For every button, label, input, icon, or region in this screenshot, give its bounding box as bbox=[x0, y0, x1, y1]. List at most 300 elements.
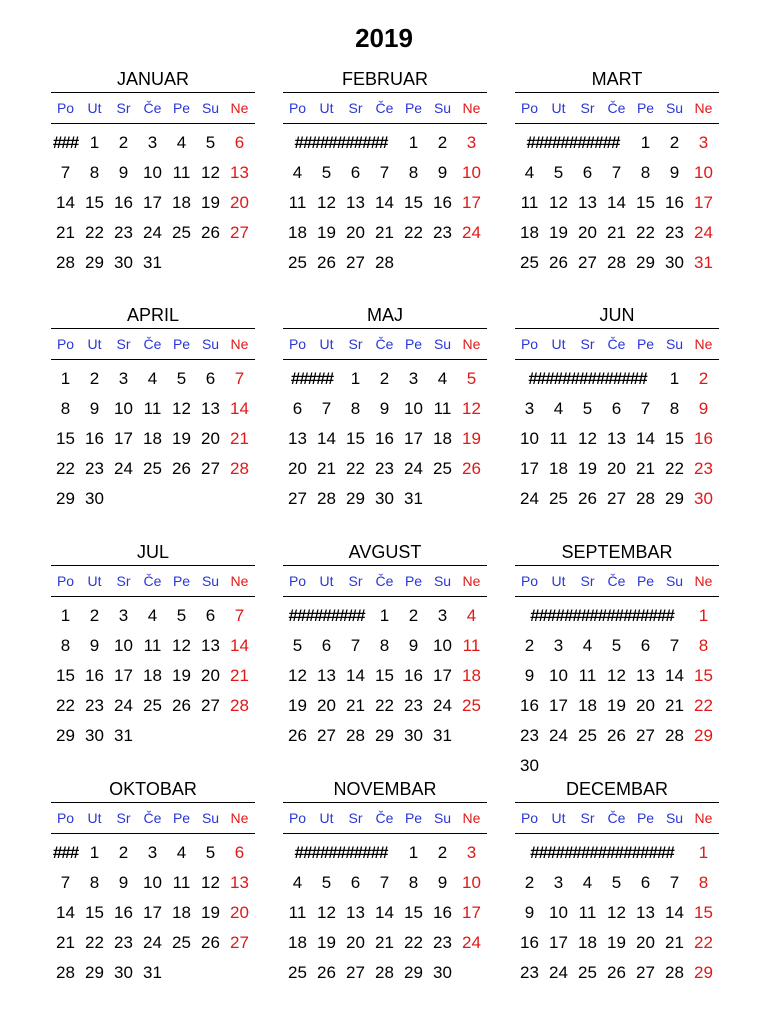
weekday-label: Po bbox=[520, 810, 539, 826]
day-cell: 17 bbox=[549, 696, 568, 715]
day-cell: 13 bbox=[317, 666, 336, 685]
weekday-label: Ne bbox=[462, 573, 481, 589]
month-mart bbox=[515, 66, 719, 278]
day-cell: 3 bbox=[118, 606, 129, 625]
day-cell: 2 bbox=[379, 369, 390, 388]
day-cell: 2 bbox=[524, 873, 535, 892]
day-cell: 3 bbox=[553, 636, 564, 655]
day-cell: 17 bbox=[143, 193, 162, 212]
week-row bbox=[515, 128, 719, 158]
day-cell: 31 bbox=[143, 963, 162, 982]
day-cell: 20 bbox=[607, 459, 626, 478]
day-cell: 25 bbox=[462, 696, 481, 715]
weekday-label: Su bbox=[201, 100, 220, 116]
day-cell: 30 bbox=[114, 963, 133, 982]
day-cell: 24 bbox=[549, 726, 568, 745]
weekday-header bbox=[51, 803, 255, 834]
weekday-label: Ut bbox=[87, 100, 102, 116]
day-cell: 15 bbox=[404, 903, 423, 922]
day-cell: 12 bbox=[607, 666, 626, 685]
month-jun bbox=[515, 302, 719, 514]
week-row bbox=[283, 218, 487, 248]
weekday-label: Ut bbox=[87, 336, 102, 352]
day-cell: 7 bbox=[321, 399, 332, 418]
day-cell: 27 bbox=[578, 253, 597, 272]
day-cell: 19 bbox=[172, 429, 191, 448]
month-name: JUL bbox=[51, 539, 255, 566]
month-name: DECEMBAR bbox=[515, 776, 719, 803]
weekday-label: Ut bbox=[319, 336, 334, 352]
day-cell: 29 bbox=[694, 963, 713, 982]
week-row bbox=[283, 928, 487, 958]
weekday-label: Po bbox=[56, 100, 75, 116]
weekday-header bbox=[515, 93, 719, 124]
day-cell: 3 bbox=[466, 843, 477, 862]
day-cell: 8 bbox=[379, 636, 390, 655]
day-cell: 23 bbox=[85, 696, 104, 715]
day-cell: 18 bbox=[172, 903, 191, 922]
weekday-label: Su bbox=[201, 810, 220, 826]
day-cell: 15 bbox=[665, 429, 684, 448]
weekday-label: Ne bbox=[462, 810, 481, 826]
weekday-label: Če bbox=[607, 810, 626, 826]
day-cell: 27 bbox=[288, 489, 307, 508]
day-cell: 22 bbox=[85, 223, 104, 242]
weekday-header bbox=[51, 329, 255, 360]
week-row bbox=[283, 958, 487, 988]
day-cell: 24 bbox=[143, 933, 162, 952]
day-cell: 1 bbox=[89, 843, 100, 862]
day-cell: 25 bbox=[288, 963, 307, 982]
weekday-label: Ne bbox=[462, 336, 481, 352]
day-cell: 30 bbox=[665, 253, 684, 272]
day-cell: 4 bbox=[292, 873, 303, 892]
week-row bbox=[515, 248, 719, 278]
day-cell: 4 bbox=[147, 606, 158, 625]
day-cell: 24 bbox=[143, 223, 162, 242]
day-cell: 8 bbox=[408, 163, 419, 182]
weekday-label: Če bbox=[375, 810, 394, 826]
weekday-label: Ne bbox=[230, 810, 249, 826]
weekday-label: Su bbox=[665, 810, 684, 826]
weekday-label: Su bbox=[201, 336, 220, 352]
day-cell: 3 bbox=[118, 369, 129, 388]
day-cell: 19 bbox=[578, 459, 597, 478]
week-row bbox=[283, 868, 487, 898]
week-row bbox=[283, 188, 487, 218]
weekday-label: Po bbox=[520, 573, 539, 589]
overflow-hash-marks: ### bbox=[52, 133, 79, 152]
day-cell: 18 bbox=[143, 666, 162, 685]
weekday-label: Ne bbox=[694, 573, 713, 589]
day-cell: 22 bbox=[665, 459, 684, 478]
day-cell: 28 bbox=[230, 696, 249, 715]
week-row bbox=[283, 128, 487, 158]
week-row bbox=[283, 898, 487, 928]
day-cell: 10 bbox=[114, 399, 133, 418]
day-cell: 10 bbox=[462, 163, 481, 182]
day-cell: 16 bbox=[85, 666, 104, 685]
day-cell: 18 bbox=[433, 429, 452, 448]
day-cell: 17 bbox=[114, 429, 133, 448]
day-cell: 28 bbox=[375, 253, 394, 272]
weekday-label: Po bbox=[56, 573, 75, 589]
day-cell: 15 bbox=[375, 666, 394, 685]
day-cell: 1 bbox=[408, 133, 419, 152]
day-cell: 2 bbox=[118, 133, 129, 152]
week-row bbox=[283, 721, 487, 751]
week-row bbox=[51, 958, 255, 988]
day-cell: 19 bbox=[607, 696, 626, 715]
month-name: OKTOBAR bbox=[51, 776, 255, 803]
day-cell: 4 bbox=[582, 636, 593, 655]
week-row bbox=[283, 691, 487, 721]
day-cell: 11 bbox=[172, 873, 191, 892]
day-cell: 25 bbox=[578, 726, 597, 745]
day-cell: 4 bbox=[466, 606, 477, 625]
weekday-label: Če bbox=[607, 100, 626, 116]
week-row bbox=[283, 484, 487, 514]
day-cell: 29 bbox=[694, 726, 713, 745]
day-cell: 6 bbox=[205, 369, 216, 388]
day-cell: 27 bbox=[201, 459, 220, 478]
day-cell: 9 bbox=[437, 163, 448, 182]
month-name: AVGUST bbox=[283, 539, 487, 566]
week-row bbox=[51, 721, 255, 751]
day-cell: 27 bbox=[607, 489, 626, 508]
day-cell: 20 bbox=[636, 933, 655, 952]
weekday-label: Ne bbox=[230, 100, 249, 116]
week-row bbox=[515, 928, 719, 958]
day-cell: 11 bbox=[578, 903, 597, 922]
day-cell: 17 bbox=[433, 666, 452, 685]
weekday-label: Su bbox=[665, 573, 684, 589]
day-cell: 5 bbox=[611, 636, 622, 655]
day-cell: 11 bbox=[433, 399, 452, 418]
day-cell: 8 bbox=[640, 163, 651, 182]
day-cell: 25 bbox=[433, 459, 452, 478]
day-cell: 23 bbox=[520, 726, 539, 745]
day-cell: 19 bbox=[317, 933, 336, 952]
day-cell: 10 bbox=[143, 873, 162, 892]
day-cell: 27 bbox=[201, 696, 220, 715]
day-cell: 22 bbox=[404, 223, 423, 242]
day-cell: 18 bbox=[578, 933, 597, 952]
day-cell: 11 bbox=[143, 636, 162, 655]
day-cell: 27 bbox=[636, 726, 655, 745]
day-cell: 18 bbox=[520, 223, 539, 242]
day-cell: 13 bbox=[201, 636, 220, 655]
day-cell: 29 bbox=[665, 489, 684, 508]
day-cell: 5 bbox=[321, 163, 332, 182]
month-avgust bbox=[283, 539, 487, 751]
month-jul bbox=[51, 539, 255, 751]
month-name: NOVEMBAR bbox=[283, 776, 487, 803]
day-cell: 6 bbox=[205, 606, 216, 625]
day-cell: 16 bbox=[85, 429, 104, 448]
week-row bbox=[51, 394, 255, 424]
day-cell: 13 bbox=[346, 903, 365, 922]
day-cell: 11 bbox=[288, 193, 307, 212]
weekday-label: Su bbox=[433, 336, 452, 352]
day-cell: 24 bbox=[404, 459, 423, 478]
weekday-label: Ut bbox=[87, 573, 102, 589]
weekday-label: Sr bbox=[116, 100, 131, 116]
day-cell: 12 bbox=[549, 193, 568, 212]
day-cell: 30 bbox=[694, 489, 713, 508]
day-cell: 26 bbox=[607, 726, 626, 745]
overflow-hash-marks: ################# bbox=[530, 843, 674, 862]
day-cell: 10 bbox=[694, 163, 713, 182]
day-cell: 19 bbox=[288, 696, 307, 715]
day-cell: 22 bbox=[636, 223, 655, 242]
weekday-label: Sr bbox=[116, 573, 131, 589]
day-cell: 23 bbox=[520, 963, 539, 982]
day-cell: 28 bbox=[665, 726, 684, 745]
day-cell: 9 bbox=[524, 666, 535, 685]
day-cell: 13 bbox=[636, 903, 655, 922]
day-cell: 21 bbox=[665, 933, 684, 952]
week-row bbox=[283, 454, 487, 484]
day-cell: 20 bbox=[346, 933, 365, 952]
day-cell: 21 bbox=[665, 696, 684, 715]
weekday-header bbox=[283, 329, 487, 360]
day-cell: 24 bbox=[462, 223, 481, 242]
day-cell: 25 bbox=[172, 933, 191, 952]
weekday-header bbox=[283, 803, 487, 834]
day-cell: 3 bbox=[147, 133, 158, 152]
weekday-label: Sr bbox=[116, 810, 131, 826]
day-cell: 13 bbox=[578, 193, 597, 212]
day-cell: 24 bbox=[433, 696, 452, 715]
day-cell: 6 bbox=[234, 133, 245, 152]
day-cell: 2 bbox=[669, 133, 680, 152]
day-cell: 2 bbox=[89, 369, 100, 388]
overflow-hash-marks: ########### bbox=[294, 133, 388, 152]
day-cell: 18 bbox=[288, 933, 307, 952]
day-cell: 5 bbox=[466, 369, 477, 388]
day-cell: 17 bbox=[404, 429, 423, 448]
day-cell: 14 bbox=[665, 903, 684, 922]
week-row bbox=[51, 218, 255, 248]
day-cell: 10 bbox=[520, 429, 539, 448]
day-cell: 19 bbox=[462, 429, 481, 448]
day-cell: 13 bbox=[288, 429, 307, 448]
weekday-label: Sr bbox=[580, 810, 595, 826]
day-cell: 14 bbox=[230, 399, 249, 418]
weekday-label: Ne bbox=[694, 810, 713, 826]
day-cell: 19 bbox=[607, 933, 626, 952]
month-name: JANUAR bbox=[51, 66, 255, 93]
day-cell: 28 bbox=[636, 489, 655, 508]
day-cell: 28 bbox=[56, 963, 75, 982]
week-row bbox=[51, 661, 255, 691]
day-cell: 7 bbox=[234, 606, 245, 625]
day-cell: 15 bbox=[404, 193, 423, 212]
day-cell: 23 bbox=[85, 459, 104, 478]
day-cell: 8 bbox=[408, 873, 419, 892]
day-cell: 7 bbox=[611, 163, 622, 182]
overflow-hash-marks: ##### bbox=[290, 369, 334, 388]
day-cell: 20 bbox=[288, 459, 307, 478]
weekday-label: Su bbox=[433, 810, 452, 826]
day-cell: 4 bbox=[147, 369, 158, 388]
weekday-label: Ne bbox=[694, 336, 713, 352]
day-cell: 14 bbox=[607, 193, 626, 212]
day-cell: 5 bbox=[582, 399, 593, 418]
month-maj bbox=[283, 302, 487, 514]
week-row bbox=[515, 691, 719, 721]
day-cell: 3 bbox=[466, 133, 477, 152]
day-cell: 22 bbox=[694, 933, 713, 952]
day-cell: 4 bbox=[524, 163, 535, 182]
day-cell: 11 bbox=[172, 163, 191, 182]
day-cell: 24 bbox=[114, 696, 133, 715]
day-cell: 23 bbox=[114, 223, 133, 242]
day-cell: 26 bbox=[288, 726, 307, 745]
weekday-label: Pe bbox=[172, 573, 191, 589]
day-cell: 1 bbox=[60, 369, 71, 388]
day-cell: 25 bbox=[143, 696, 162, 715]
day-cell: 28 bbox=[375, 963, 394, 982]
week-row bbox=[283, 394, 487, 424]
day-cell: 3 bbox=[437, 606, 448, 625]
day-cell: 4 bbox=[553, 399, 564, 418]
day-cell: 5 bbox=[553, 163, 564, 182]
week-row bbox=[51, 601, 255, 631]
day-cell: 7 bbox=[379, 163, 390, 182]
day-cell: 4 bbox=[176, 133, 187, 152]
week-row bbox=[51, 248, 255, 278]
day-cell: 15 bbox=[56, 429, 75, 448]
weekday-label: Če bbox=[375, 573, 394, 589]
day-cell: 2 bbox=[437, 133, 448, 152]
day-cell: 19 bbox=[549, 223, 568, 242]
day-cell: 7 bbox=[234, 369, 245, 388]
weekday-header bbox=[515, 566, 719, 597]
day-cell: 29 bbox=[85, 963, 104, 982]
day-cell: 2 bbox=[437, 843, 448, 862]
day-cell: 4 bbox=[292, 163, 303, 182]
day-cell: 11 bbox=[143, 399, 162, 418]
day-cell: 6 bbox=[582, 163, 593, 182]
weekday-label: Po bbox=[520, 100, 539, 116]
weekday-label: Pe bbox=[172, 100, 191, 116]
day-cell: 11 bbox=[578, 666, 597, 685]
day-cell: 13 bbox=[607, 429, 626, 448]
weekday-label: Po bbox=[56, 336, 75, 352]
day-cell: 9 bbox=[437, 873, 448, 892]
weekday-label: Če bbox=[375, 100, 394, 116]
day-cell: 9 bbox=[118, 873, 129, 892]
day-cell: 1 bbox=[408, 843, 419, 862]
day-cell: 26 bbox=[317, 963, 336, 982]
weekday-label: Če bbox=[607, 573, 626, 589]
day-cell: 20 bbox=[230, 193, 249, 212]
day-cell: 28 bbox=[317, 489, 336, 508]
month-name: SEPTEMBAR bbox=[515, 539, 719, 566]
weekday-label: Sr bbox=[348, 336, 363, 352]
day-cell: 22 bbox=[56, 696, 75, 715]
day-cell: 30 bbox=[114, 253, 133, 272]
day-cell: 7 bbox=[640, 399, 651, 418]
day-cell: 27 bbox=[346, 253, 365, 272]
day-cell: 26 bbox=[201, 933, 220, 952]
day-cell: 12 bbox=[201, 163, 220, 182]
weekday-label: Po bbox=[288, 810, 307, 826]
week-row bbox=[283, 631, 487, 661]
weekday-label: Po bbox=[520, 336, 539, 352]
month-decembar bbox=[515, 776, 719, 988]
day-cell: 15 bbox=[694, 666, 713, 685]
day-cell: 14 bbox=[56, 193, 75, 212]
weekday-label: Sr bbox=[580, 573, 595, 589]
day-cell: 16 bbox=[114, 193, 133, 212]
day-cell: 29 bbox=[346, 489, 365, 508]
day-cell: 23 bbox=[404, 696, 423, 715]
weekday-label: Pe bbox=[636, 100, 655, 116]
weekday-label: Po bbox=[288, 573, 307, 589]
day-cell: 27 bbox=[230, 223, 249, 242]
day-cell: 22 bbox=[375, 696, 394, 715]
day-cell: 12 bbox=[317, 903, 336, 922]
week-row bbox=[283, 364, 487, 394]
day-cell: 7 bbox=[350, 636, 361, 655]
week-row bbox=[51, 838, 255, 868]
day-cell: 6 bbox=[640, 636, 651, 655]
weekday-header bbox=[283, 93, 487, 124]
day-cell: 8 bbox=[60, 636, 71, 655]
week-row bbox=[51, 188, 255, 218]
day-cell: 22 bbox=[85, 933, 104, 952]
weekday-label: Ut bbox=[319, 573, 334, 589]
day-cell: 27 bbox=[636, 963, 655, 982]
weekday-label: Ut bbox=[319, 810, 334, 826]
day-cell: 10 bbox=[404, 399, 423, 418]
day-cell: 27 bbox=[230, 933, 249, 952]
day-cell: 8 bbox=[350, 399, 361, 418]
day-cell: 3 bbox=[147, 843, 158, 862]
week-row bbox=[515, 661, 719, 691]
day-cell: 20 bbox=[346, 223, 365, 242]
day-cell: 10 bbox=[549, 903, 568, 922]
day-cell: 25 bbox=[578, 963, 597, 982]
day-cell: 11 bbox=[288, 903, 307, 922]
week-row bbox=[283, 248, 487, 278]
overflow-hash-marks: ############## bbox=[528, 369, 647, 388]
weekday-label: Ut bbox=[87, 810, 102, 826]
weekday-header bbox=[51, 566, 255, 597]
weekday-label: Po bbox=[288, 336, 307, 352]
day-cell: 15 bbox=[85, 193, 104, 212]
week-row bbox=[515, 188, 719, 218]
day-cell: 16 bbox=[404, 666, 423, 685]
day-cell: 31 bbox=[114, 726, 133, 745]
week-row bbox=[283, 158, 487, 188]
weekday-label: Ne bbox=[230, 573, 249, 589]
day-cell: 7 bbox=[60, 873, 71, 892]
day-cell: 29 bbox=[85, 253, 104, 272]
day-cell: 31 bbox=[143, 253, 162, 272]
weekday-label: Pe bbox=[172, 336, 191, 352]
week-row bbox=[51, 928, 255, 958]
day-cell: 17 bbox=[114, 666, 133, 685]
day-cell: 9 bbox=[379, 399, 390, 418]
weekday-label: Ut bbox=[551, 336, 566, 352]
day-cell: 15 bbox=[636, 193, 655, 212]
day-cell: 14 bbox=[375, 193, 394, 212]
day-cell: 3 bbox=[698, 133, 709, 152]
